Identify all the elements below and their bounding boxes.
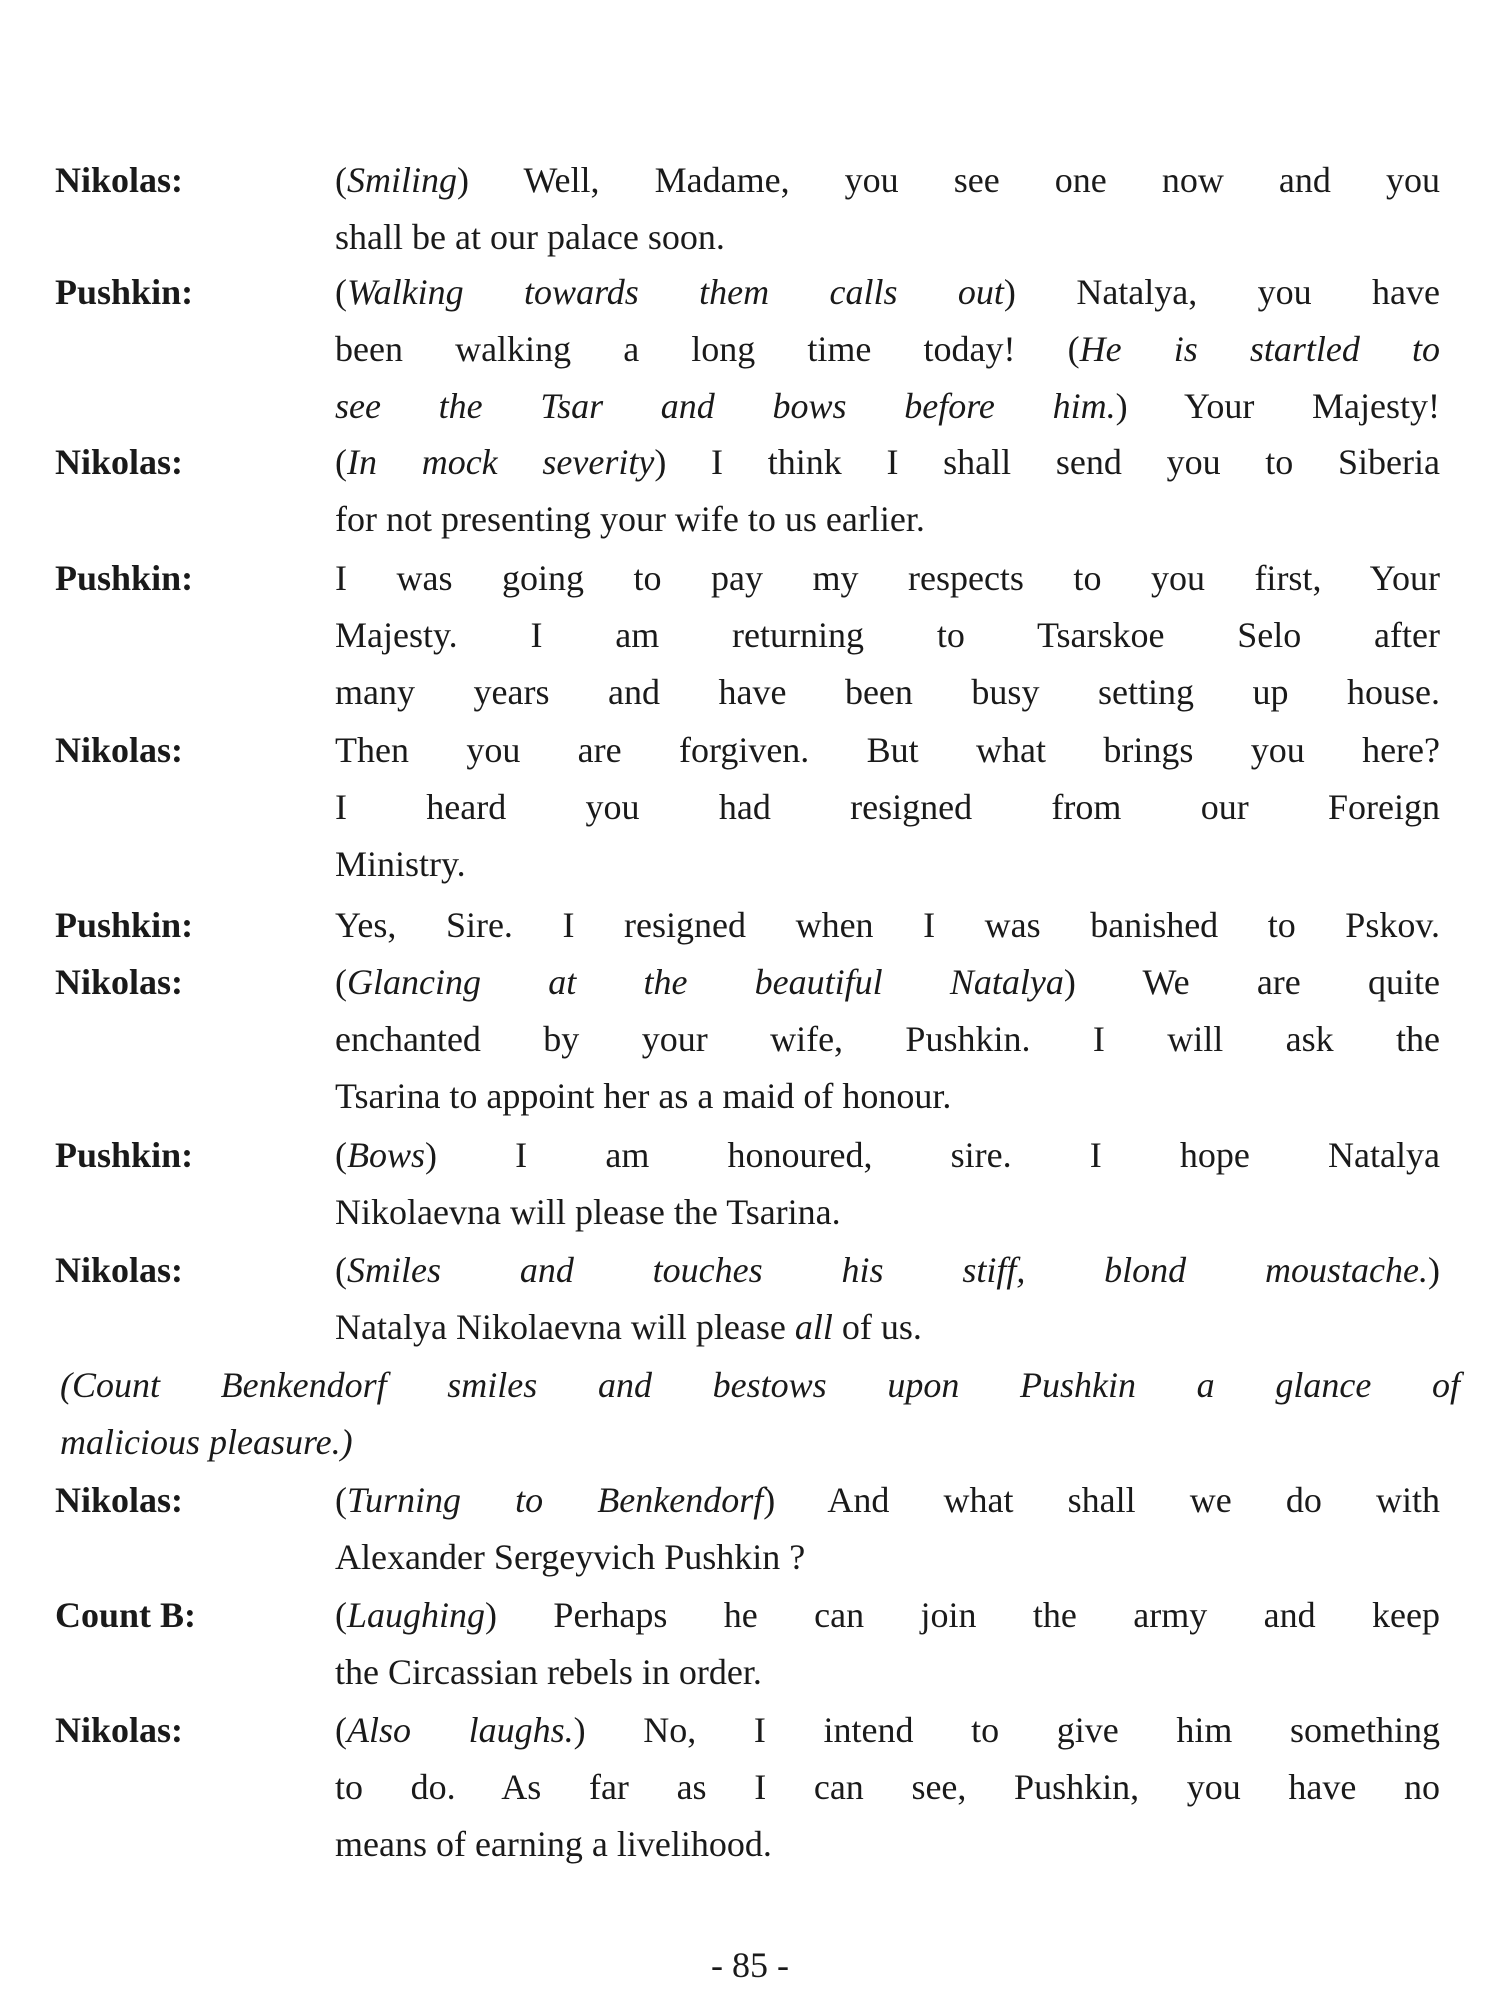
stage-direction: Smiling: [347, 160, 458, 200]
dialogue-line: (Smiling) Well, Madame, you see one now and you: [335, 160, 1440, 200]
stage-direction-paragraph: (Count Benkendorf smiles and bestows upon Pushkin a glance of: [60, 1365, 1460, 1405]
dialogue-line: I heard you had resigned from our Foreign: [335, 787, 1440, 827]
speaker-name: Nikolas:: [55, 730, 184, 770]
stage-direction: Glancing at the beautiful Natalya: [347, 962, 1064, 1002]
dialogue-line: (Glancing at the beautiful Natalya) We are quite: [335, 962, 1440, 1002]
speaker-name: Pushkin:: [55, 905, 194, 945]
dialogue-line: to do. As far as I can see, Pushkin, you have no: [335, 1767, 1440, 1807]
dialogue-line: Alexander Sergeyvich Pushkin ?: [335, 1537, 806, 1577]
dialogue-line: (Walking towards them calls out) Natalya, you have: [335, 272, 1440, 312]
stage-direction: Laughing: [347, 1595, 486, 1635]
dialogue-line: Tsarina to appoint her as a maid of honour.: [335, 1076, 952, 1116]
dialogue-line: Then you are forgiven. But what brings you here?: [335, 730, 1440, 770]
stage-direction: Bows: [347, 1135, 426, 1175]
speaker-name: Pushkin:: [55, 272, 194, 312]
page-number: - 85 -: [711, 1945, 789, 1985]
dialogue-line: been walking a long time today! (He is startled to: [335, 329, 1440, 369]
dialogue-line: Ministry.: [335, 844, 466, 884]
stage-direction: Also laughs.: [347, 1710, 574, 1750]
dialogue-line: the Circassian rebels in order.: [335, 1652, 762, 1692]
stage-direction: see the Tsar and bows before him.: [335, 386, 1116, 426]
speaker-name: Nikolas:: [55, 1710, 184, 1750]
stage-direction: He is startled to: [1079, 329, 1440, 369]
dialogue-line: many years and have been busy setting up house.: [335, 672, 1440, 712]
speaker-name: Nikolas:: [55, 442, 184, 482]
dialogue-line: (Laughing) Perhaps he can join the army and keep: [335, 1595, 1440, 1635]
dialogue-line: for not presenting your wife to us earlier.: [335, 499, 925, 539]
dialogue-entry: [55, 1240, 1455, 1347]
dialogue-line: shall be at our palace soon.: [335, 217, 725, 257]
stage-direction: Smiles and touches his stiff, blond moustache.: [347, 1250, 1428, 1290]
dialogue-entry: [55, 1470, 1455, 1577]
stage-direction: Walking towards them calls out: [347, 272, 1004, 312]
speaker-name: Nikolas:: [55, 962, 184, 1002]
dialogue-line: Yes, Sire. I resigned when I was banished to Pskov.: [335, 905, 1440, 945]
speaker-name: Nikolas:: [55, 160, 184, 200]
stage-direction: In mock severity: [347, 442, 655, 482]
speaker-name: Nikolas:: [55, 1480, 184, 1520]
speaker-name: Pushkin:: [55, 558, 194, 598]
stage-direction-paragraph: malicious pleasure.): [60, 1422, 353, 1462]
dialogue-line: Natalya Nikolaevna will please all of us.: [335, 1307, 922, 1347]
dialogue-entry: [55, 895, 1455, 955]
dialogue-line: means of earning a livelihood.: [335, 1824, 772, 1864]
dialogue-line: (Bows) I am honoured, sire. I hope Natalya: [335, 1135, 1440, 1175]
dialogue-entry: [55, 952, 1455, 1116]
dialogue-line: (Also laughs.) No, I intend to give him something: [335, 1710, 1441, 1750]
speaker-name: Count B:: [55, 1595, 197, 1635]
dialogue-line: (Turning to Benkendorf) And what shall we do with: [335, 1480, 1440, 1520]
speaker-name: Pushkin:: [55, 1135, 194, 1175]
dialogue-entry: [55, 150, 1455, 257]
dialogue-entry: [55, 548, 1455, 712]
dialogue-line: Majesty. I am returning to Tsarskoe Selo after: [335, 615, 1440, 655]
dialogue-entry: [55, 432, 1455, 539]
dialogue-line: enchanted by your wife, Pushkin. I will ask the: [335, 1019, 1440, 1059]
dialogue-entry: [55, 720, 1455, 884]
dialogue-line: see the Tsar and bows before him.) Your Majesty!: [335, 386, 1441, 426]
dialogue-entry: [55, 1700, 1455, 1864]
dialogue-line: Nikolaevna will please the Tsarina.: [335, 1192, 841, 1232]
stage-direction: Turning to Benkendorf: [347, 1480, 764, 1520]
dialogue-line: (Smiles and touches his stiff, blond moustache.): [335, 1250, 1440, 1290]
speaker-name: Nikolas:: [55, 1250, 184, 1290]
dialogue-entry: [55, 262, 1455, 426]
dialogue-entry: [55, 1585, 1455, 1692]
dialogue-line: I was going to pay my respects to you first, Your: [335, 558, 1440, 598]
dialogue-entry: [55, 1125, 1455, 1232]
dialogue-line: (In mock severity) I think I shall send you to Siberia: [335, 442, 1440, 482]
